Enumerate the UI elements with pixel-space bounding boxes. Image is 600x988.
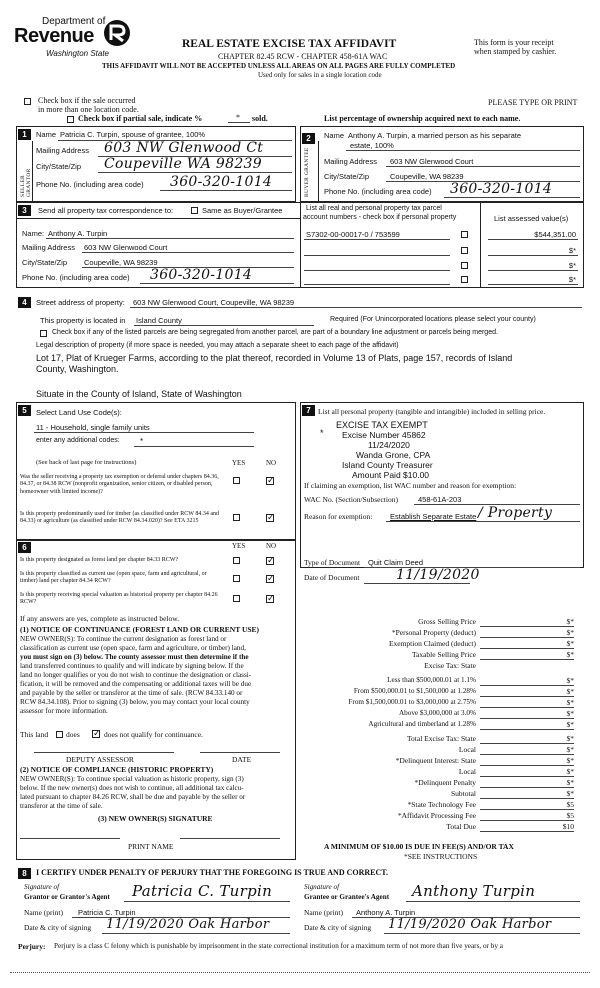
land-use-select-label: Select Land Use Code(s): [36, 408, 122, 417]
required-note: Required (For Unincorporated locations please select your county) [330, 316, 536, 323]
stamp-line5: Island County Treasurer [342, 460, 433, 470]
grantor-name-label: Name (print) [24, 908, 63, 917]
section-8-number: 8 [18, 868, 31, 879]
section-3-number: 3 [18, 205, 31, 216]
parcel-value[interactable]: $* [568, 246, 576, 255]
tax-value[interactable]: $* [566, 617, 574, 626]
personal-property-checkbox[interactable] [461, 247, 468, 254]
personal-property-checkbox[interactable] [461, 231, 468, 238]
legal-desc-line3[interactable]: Situate in the County of Island, State of Washington [36, 389, 242, 399]
land-does-not-checkbox[interactable]: ✓ [93, 729, 101, 739]
correspondence-heading: Send all property tax correspondence to: [38, 206, 174, 215]
personal-property-heading: List all personal property (tangible and intangible) included in selling price. [318, 407, 546, 416]
seller-name[interactable]: Patricia C. Turpin, spouse of grantee, 100% [60, 130, 206, 139]
seller-name-label: Name [36, 130, 57, 139]
section-1-number: 1 [18, 129, 31, 140]
stamp-line2: Excise Number 45862 [342, 430, 426, 440]
stamp-line1: EXCISE TAX EXEMPT [336, 420, 428, 430]
tax-value[interactable]: $* [566, 698, 574, 707]
seller-city-label: City/State/Zip [36, 162, 82, 171]
notice-continuance-l7: and payable by the seller or transferor at the time of sale. (RCW 84.33.140 or [20, 689, 243, 697]
buyer-name-label: Name [324, 131, 345, 140]
segregated-checkbox[interactable] [40, 330, 47, 337]
seller-mailing[interactable]: 603 NW Glenwood Ct [104, 140, 264, 156]
corr-phone-label: Phone No. (including area code) [22, 273, 130, 282]
historic-no-checkbox[interactable]: ✓ [267, 594, 275, 604]
single-location-note: Used only for sales in a single location code [258, 71, 382, 79]
timber-yes-checkbox[interactable] [233, 514, 240, 521]
dept-line3: Washington State [46, 49, 110, 58]
dept-line1: Department of [42, 16, 106, 27]
see-instructions-note: *SEE INSTRUCTIONS [404, 852, 478, 861]
if-yes-note: If any answers are yes, complete as instructed below. [20, 614, 180, 623]
exemption-reason[interactable]: Establish Separate Estate [390, 512, 477, 521]
timber-no-checkbox[interactable]: ✓ [267, 513, 275, 523]
s6-no-header: NO [266, 542, 277, 550]
segregated-label: Check box if any of the listed parcels are being segregated from another parcel, are part of a boundary line adjustment or parcels being merged. [52, 329, 498, 336]
partial-sale-label: Check box if partial sale, indicate % [78, 114, 203, 123]
same-as-buyer-label: Same as Buyer/Grantee [202, 206, 283, 215]
tax-value[interactable]: $* [566, 756, 574, 765]
located-label: This property is located in [40, 316, 126, 325]
land-does-checkbox[interactable] [56, 731, 63, 738]
partial-sale-pct[interactable]: * [236, 113, 240, 122]
grantor-signature[interactable]: Patricia C. Turpin [132, 882, 273, 900]
current-use-no-checkbox[interactable]: ✓ [267, 574, 275, 584]
doc-type[interactable]: Quit Claim Deed [368, 558, 424, 567]
wac-number[interactable]: 458-61A-203 [418, 495, 462, 504]
partial-sale-checkbox[interactable] [67, 116, 74, 123]
parcels-heading-2: account numbers - check box if personal property [303, 214, 457, 221]
perjury-text: Perjury is a class C felony which is punishable by imprisonment in the state correctional institution for a maximum term of not more than five years, or by a [54, 942, 503, 950]
minimum-due-note: A MINIMUM OF $10.00 IS DUE IN FEE(S) AND/OR TAX [324, 842, 514, 851]
exemption-yes-checkbox[interactable] [233, 477, 240, 484]
certify-heading: I CERTIFY UNDER PENALTY OF PERJURY THAT THE FOREGOING IS TRUE AND CORRECT. [36, 868, 389, 877]
parcel-account[interactable]: S7302-00-00017-0 / 753599 [306, 230, 400, 239]
parcel-value[interactable]: $544,351.00 [534, 230, 576, 239]
tax-value[interactable]: $* [566, 720, 574, 729]
ownership-pct-note: List percentage of ownership acquired next to each name. [324, 114, 521, 123]
tax-value[interactable]: $* [566, 687, 574, 696]
buyer-phone-label: Phone No. (including area code) [324, 187, 432, 196]
seller-city[interactable]: Coupeville WA 98239 [104, 156, 262, 172]
tax-value[interactable]: $* [566, 628, 574, 637]
additional-codes[interactable]: * [140, 437, 144, 446]
assessed-value-heading: List assessed value(s) [494, 214, 569, 223]
personal-property-checkbox[interactable] [461, 262, 468, 269]
tax-value[interactable]: $10 [562, 822, 574, 831]
notice-continuance-l6: fication, it will be removed and the compensating or additional taxes will be due [20, 680, 252, 688]
buyer-mailing[interactable]: 603 NW Glenwood Court [390, 157, 474, 166]
legal-desc-label: Legal description of property (if more space is needed, you may attach a separate sheet to each page of the affidavit) [36, 342, 399, 349]
buyer-name-line1[interactable]: Anthony A. Turpin, a married person as his separate [348, 131, 522, 140]
parcels-heading-1: List all real and personal property tax parcel [306, 205, 442, 212]
tax-value[interactable]: $5 [566, 811, 574, 820]
seller-phone-label: Phone No. (including area code) [36, 180, 144, 189]
section-5-number: 5 [18, 405, 31, 416]
tax-value[interactable]: $* [566, 745, 574, 754]
tax-value[interactable]: $* [566, 734, 574, 743]
grantor-sig-label-2: Grantor or Grantor's Agent [24, 893, 110, 901]
corr-city-label: City/State/Zip [22, 258, 68, 267]
grantee-date-city[interactable]: 11/19/2020 Oak Harbor [388, 917, 552, 932]
multi-location-checkbox[interactable] [24, 98, 31, 105]
current-use-question: Is this property classified as current use (open space, farm and agricultural, or timber) land per chapter 84.34 RCW? [20, 571, 207, 585]
please-type: PLEASE TYPE OR PRINT [488, 98, 578, 107]
parcel-value[interactable]: $* [568, 275, 576, 284]
tax-value[interactable]: $* [566, 676, 574, 685]
this-land-label: This land [20, 730, 49, 739]
section-2-number: 2 [302, 133, 315, 144]
notice-compliance-l1: NEW OWNER(S): To continue special valuation as historic property, sign (3) [20, 775, 244, 783]
additional-codes-label: enter any additional codes: [36, 437, 120, 444]
wac-label: WAC No. (Section/Subsection) [304, 495, 398, 504]
receipt-note-2: when stamped by cashier. [474, 47, 557, 56]
legal-desc-line2[interactable]: County, Washington. [36, 364, 119, 374]
notice-continuance-l4: land transferred continues to qualify and will indicate by signing below. If the [20, 662, 244, 670]
doc-date[interactable]: 11/19/2020 [396, 567, 480, 583]
grantee-name-label: Name (print) [304, 908, 343, 917]
stamp-line3: 11/24/2020 [368, 440, 410, 450]
form-subtitle: CHAPTER 82.45 RCW - CHAPTER 458-61A WAC [218, 52, 388, 61]
notice-compliance-title: (2) NOTICE OF COMPLIANCE (HISTORIC PROPERTY) [20, 765, 214, 774]
print-name-label: PRINT NAME [128, 842, 174, 851]
dept-line2: Revenue [14, 25, 94, 47]
forest-no-checkbox[interactable]: ✓ [267, 556, 275, 566]
forest-question: Is this property designated as forest land per chapter 84.33 RCW? [20, 557, 179, 563]
section-4-number: 4 [18, 297, 31, 308]
buyer-side-label: BUYER GRANTEE [304, 147, 310, 197]
land-does-label: does [66, 730, 80, 739]
same-as-buyer-checkbox[interactable] [191, 207, 198, 214]
notice-continuance-l5: land no longer qualifies or you do not wish to continue the designation or classi- [20, 671, 252, 679]
new-owner-signature-title: (3) NEW OWNER(S) SIGNATURE [98, 814, 213, 823]
stamp-line4: Wanda Grone, CPA [356, 450, 431, 460]
forest-yes-checkbox[interactable] [233, 557, 240, 564]
tax-value[interactable]: $5 [566, 800, 574, 809]
seller-side-label: SELLER GRANTOR [20, 168, 32, 197]
notice-continuance-l8: RCW 84.34.108). Prior to signing (3) below, you may contact your local county [20, 698, 250, 706]
street-address[interactable]: 603 NW Glenwood Court, Coupeville, WA 98239 [133, 298, 295, 307]
multi-location-label-2: in more than one location code. [38, 105, 139, 114]
tax-value[interactable]: $* [566, 709, 574, 718]
tax-value[interactable]: $* [566, 778, 574, 787]
historic-yes-checkbox[interactable] [233, 595, 240, 602]
grantee-sig-label-1: Signature of [304, 883, 340, 891]
corr-name[interactable]: Anthony A. Turpin [48, 229, 108, 238]
tax-value[interactable]: $* [566, 650, 574, 659]
exemption-reason-handwritten[interactable]: / Property [478, 505, 553, 521]
grantee-sig-label-2: Grantee or Grantee's Agent [304, 893, 390, 901]
grantor-date-label: Date & city of signing [24, 923, 92, 932]
personal-property-checkbox[interactable] [461, 276, 468, 283]
corr-phone[interactable]: 360-320-1014 [150, 267, 253, 283]
buyer-name-line2[interactable]: estate, 100% [350, 141, 394, 150]
buyer-mailing-label: Mailing Address [324, 157, 377, 166]
section-7-number: 7 [302, 405, 315, 416]
seller-mailing-label: Mailing Address [36, 146, 89, 155]
notice-compliance-l4: transferor at the time of sale. [20, 802, 103, 810]
grantor-sig-label-1: Signature of [24, 883, 60, 891]
tax-value[interactable]: $* [566, 639, 574, 648]
stamp-line6: Amount Paid $10.00 [352, 470, 430, 480]
deputy-assessor-label: DEPUTY ASSESSOR [66, 755, 134, 764]
reason-label: Reason for exemption: [304, 512, 373, 521]
grantor-name[interactable]: Patricia C. Turpin [78, 908, 136, 917]
revenue-logo-icon [102, 18, 132, 48]
historic-question: Is this property receiving special valuation as historical property per chapter 84.26 RCW? [20, 592, 218, 606]
grantee-date-label: Date & city of signing [304, 923, 372, 932]
current-use-yes-checkbox[interactable] [233, 575, 240, 582]
buyer-city[interactable]: Coupeville, WA 98239 [390, 172, 464, 181]
notice-continuance-title: (1) NOTICE OF CONTINUANCE (FOREST LAND OR CURRENT USE) [20, 625, 260, 634]
form-title: REAL ESTATE EXCISE TAX AFFIDAVIT [182, 38, 397, 50]
tax-value[interactable]: $* [566, 767, 574, 776]
grantee-name[interactable]: Anthony A. Turpin [356, 908, 416, 917]
deputy-date-label: DATE [232, 755, 252, 764]
tax-value[interactable]: $* [566, 789, 574, 798]
street-label: Street address of property: [36, 298, 125, 307]
perjury-label: Perjury: [18, 942, 46, 951]
doc-type-label: Type of Document [304, 558, 361, 567]
land-use-yes-header: YES [232, 459, 246, 467]
timber-question: Is this property predominantly used for timber (as classified under RCW 84.34 and 84.33) or agriculture (as classified under RCW 84.34.020)? See ETA 3215 [20, 511, 220, 525]
grantee-signature[interactable]: Anthony Turpin [412, 882, 536, 900]
stamp-star: * [320, 428, 324, 438]
land-use-code[interactable]: 11 - Household, single family units [36, 423, 150, 432]
doc-date-label: Date of Document [304, 573, 360, 582]
corr-name-label: Name: [22, 229, 45, 238]
see-back-note: (See back of last page for instructions) [36, 459, 137, 466]
corr-mailing-label: Mailing Address [22, 243, 75, 252]
exemption-question: Was the seller receiving a property tax exemption or deferral under chapters 84.36, 84.37, or 84.38 RCW (nonprofit organization, senior citizen, or disabled person, homeowner with limited income)? [20, 474, 219, 495]
notice-compliance-l2: below. If the new owner(s) does not wish to continue, all additional tax calcu- [20, 784, 244, 792]
county[interactable]: Island County [136, 316, 182, 325]
notice-compliance-l3: lated pursuant to chapter 84.26 RCW, shall be due and payable by the seller or [20, 793, 246, 801]
land-use-no-header: NO [266, 459, 277, 467]
notice-continuance-l9: assessor for more information. [20, 707, 108, 715]
grantor-date-city[interactable]: 11/19/2020 Oak Harbor [106, 917, 270, 932]
multi-location-label: Check box if the sale occurred [38, 96, 136, 105]
receipt-note-1: This form is your receipt [474, 38, 554, 47]
corr-mailing[interactable]: 603 NW Glenwood Court [84, 243, 168, 252]
parcel-value[interactable]: $* [568, 261, 576, 270]
notice-continuance-l3: you must sign on (3) below. The county assessor must then determine if the [20, 653, 249, 661]
form-warning: THIS AFFIDAVIT WILL NOT BE ACCEPTED UNLESS ALL AREAS ON ALL PAGES ARE FULLY COMPLETED [102, 62, 456, 70]
corr-city[interactable]: Coupeville, WA 98239 [84, 258, 158, 267]
exemption-no-checkbox[interactable]: ✓ [267, 476, 275, 486]
s6-yes-header: YES [232, 542, 246, 550]
notice-continuance-l2: classification as current use (open space, farm and agriculture, or timber) land, [20, 644, 246, 652]
legal-desc-line1[interactable]: Lot 17, Plat of Krueger Farms, according to the plat thereof, recorded in Volume 13 of Plats, page 157, records of Island [36, 353, 513, 363]
buyer-phone[interactable]: 360-320-1014 [450, 181, 553, 197]
land-does-not-label: does not qualify for continuance. [104, 730, 203, 739]
section-6-number: 6 [18, 542, 31, 553]
seller-phone[interactable]: 360-320-1014 [170, 174, 273, 190]
partial-sale-sold: sold. [252, 114, 268, 123]
buyer-city-label: City/State/Zip [324, 172, 370, 181]
exemption-claim-label: If claiming an exemption, list WAC number and reason for exemption: [304, 481, 517, 490]
notice-continuance-l1: NEW OWNER(S): To continue the current designation as forest land or [20, 635, 227, 643]
